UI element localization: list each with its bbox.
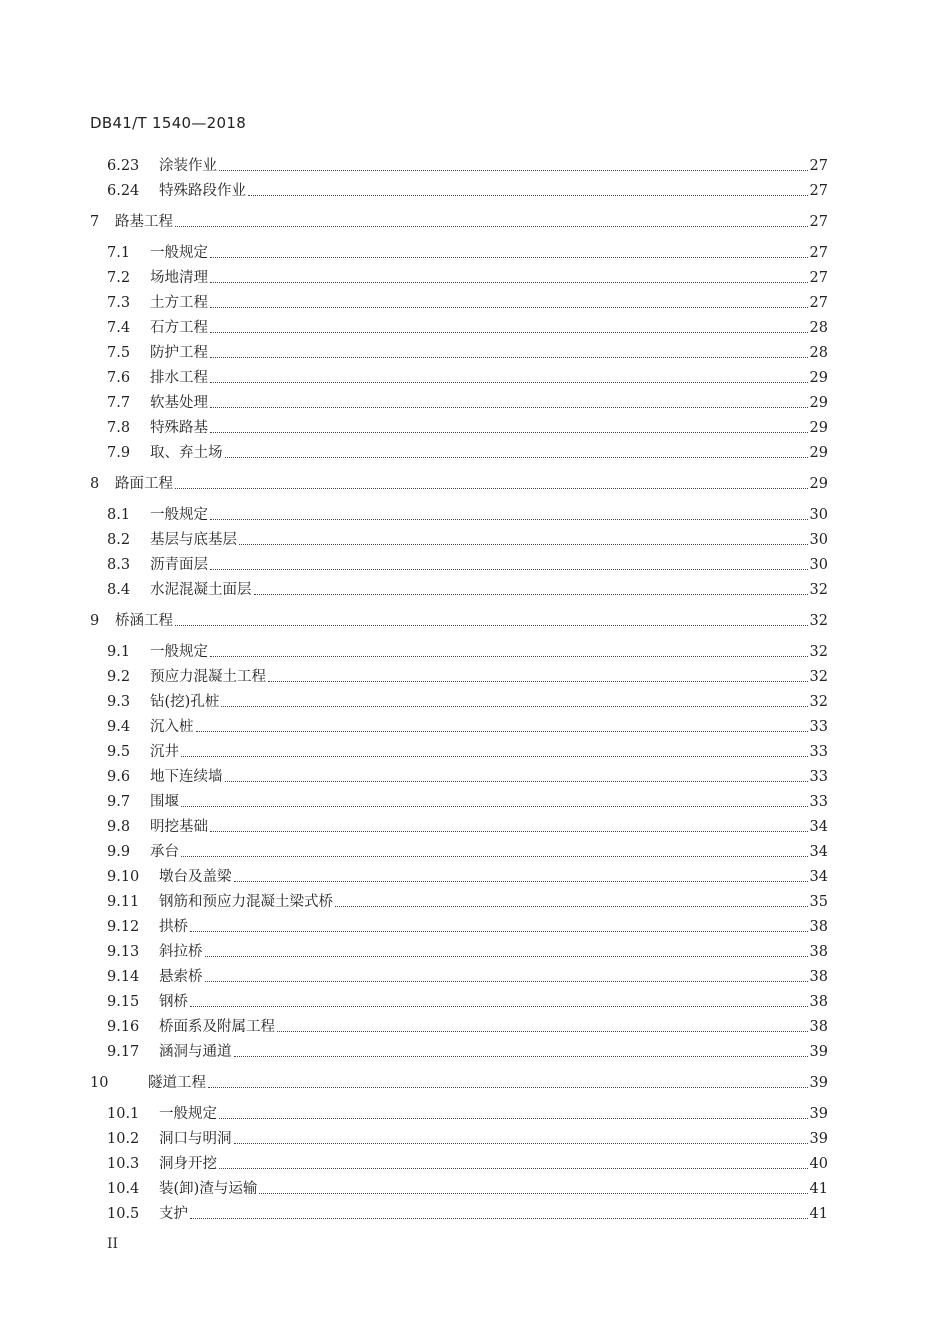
toc-entry[interactable] <box>107 839 828 861</box>
toc-entry-number: 9.12 <box>107 919 140 935</box>
dot-leader <box>175 488 808 489</box>
toc-entry-page: 30 <box>809 507 828 523</box>
toc-entry-number: 10.2 <box>107 1131 140 1147</box>
toc-entry-page: 34 <box>809 819 828 835</box>
dot-leader <box>210 257 808 258</box>
toc-entry-number: 9.11 <box>107 894 140 910</box>
dot-leader <box>210 357 808 358</box>
dot-leader <box>221 706 807 707</box>
toc-entry-page: 32 <box>809 669 828 685</box>
dot-leader <box>239 544 808 545</box>
toc-entry-number: 7.6 <box>107 370 131 386</box>
toc-entry-page: 39 <box>809 1106 828 1122</box>
toc-entry-page: 32 <box>809 613 828 629</box>
dot-leader <box>210 407 808 408</box>
toc-entry[interactable] <box>107 989 828 1011</box>
toc-entry-title: 拱桥 <box>159 919 188 935</box>
dot-leader <box>219 170 808 171</box>
toc-entry[interactable] <box>107 527 828 549</box>
toc-entry-page: 27 <box>809 245 828 261</box>
toc-entry[interactable] <box>107 864 828 886</box>
toc-entry-title: 沉井 <box>150 744 179 760</box>
toc-entry-page: 27 <box>809 295 828 311</box>
toc-entry[interactable] <box>90 471 828 493</box>
toc-entry-number: 9.15 <box>107 994 140 1010</box>
toc-entry-title: 特殊路基 <box>150 420 208 436</box>
toc-entry-title: 沉入桩 <box>150 719 194 735</box>
toc-entry-number: 8.2 <box>107 532 131 548</box>
toc-entry[interactable] <box>107 290 828 312</box>
toc-entry-title: 一般规定 <box>159 1106 217 1122</box>
dot-leader <box>268 681 808 682</box>
toc-entry-page: 38 <box>809 994 828 1010</box>
toc-entry[interactable] <box>107 365 828 387</box>
toc-entry-page: 41 <box>809 1206 828 1222</box>
toc-entry-title: 软基处理 <box>150 395 208 411</box>
toc-entry-page: 39 <box>809 1131 828 1147</box>
toc-entry-number: 7.9 <box>107 445 131 461</box>
dot-leader <box>181 806 808 807</box>
dot-leader <box>210 382 808 383</box>
toc-entry-number: 7.1 <box>107 245 131 261</box>
toc-entry-title: 一般规定 <box>150 245 208 261</box>
dot-leader <box>210 569 808 570</box>
toc-entry-title: 一般规定 <box>150 644 208 660</box>
toc-entry-number: 9.16 <box>107 1019 140 1035</box>
toc-entry-title: 明挖基础 <box>150 819 208 835</box>
toc-entry-page: 33 <box>809 744 828 760</box>
toc-entry-title: 钢桥 <box>159 994 188 1010</box>
toc-entry-title: 涵洞与通道 <box>159 1044 232 1060</box>
toc-entry[interactable] <box>107 1201 828 1223</box>
toc-entry[interactable] <box>107 577 828 599</box>
dot-leader <box>248 195 808 196</box>
toc-entry-number: 10.5 <box>107 1206 140 1222</box>
toc-entry-page: 28 <box>809 345 828 361</box>
toc-entry-number: 8.3 <box>107 557 131 573</box>
dot-leader <box>196 731 808 732</box>
toc-entry[interactable] <box>90 1070 828 1092</box>
toc-entry-number: 9.9 <box>107 844 131 860</box>
dot-leader <box>210 519 808 520</box>
dot-leader <box>225 457 808 458</box>
toc-entry[interactable] <box>107 1039 828 1061</box>
toc-entry-page: 27 <box>809 214 828 230</box>
toc-entry[interactable] <box>107 1101 828 1123</box>
toc-entry-page: 32 <box>809 582 828 598</box>
toc-entry-title: 地下连续墙 <box>150 769 223 785</box>
dot-leader <box>259 1193 807 1194</box>
toc-entry-title: 桥面系及附属工程 <box>159 1019 275 1035</box>
dot-leader <box>335 906 808 907</box>
toc-entry[interactable] <box>107 1126 828 1148</box>
toc-entry-page: 32 <box>809 694 828 710</box>
dot-leader <box>219 1168 808 1169</box>
toc-entry-title: 斜拉桥 <box>159 944 203 960</box>
dot-leader <box>277 1031 808 1032</box>
toc-entry-page: 33 <box>809 719 828 735</box>
toc-entry-number: 8.4 <box>107 582 131 598</box>
toc-entry-number: 10.1 <box>107 1106 140 1122</box>
toc-entry[interactable] <box>107 889 828 911</box>
toc-entry-title: 土方工程 <box>150 295 208 311</box>
toc-entry[interactable] <box>107 315 828 337</box>
toc-entry-number: 6.23 <box>107 158 140 174</box>
toc-entry-page: 29 <box>809 476 828 492</box>
toc-entry-title: 取、弃土场 <box>150 445 223 461</box>
dot-leader <box>219 1118 808 1119</box>
toc-entry-title: 排水工程 <box>150 370 208 386</box>
toc-entry-number: 9.5 <box>107 744 131 760</box>
toc-entry-title: 路基工程 <box>115 214 173 230</box>
toc-entry-title: 水泥混凝土面层 <box>150 582 252 598</box>
toc-entry[interactable] <box>107 764 828 786</box>
dot-leader <box>210 656 808 657</box>
dot-leader <box>234 1056 808 1057</box>
toc-entry-page: 33 <box>809 794 828 810</box>
toc-entry-title: 石方工程 <box>150 320 208 336</box>
toc-entry[interactable] <box>107 178 828 200</box>
toc-entry-title: 支护 <box>159 1206 188 1222</box>
toc-entry[interactable] <box>107 240 828 262</box>
toc-entry[interactable] <box>107 265 828 287</box>
toc-entry-title: 隧道工程 <box>148 1075 206 1091</box>
toc-entry-page: 27 <box>809 183 828 199</box>
toc-entry-page: 33 <box>809 769 828 785</box>
toc-entry-title: 桥涵工程 <box>115 613 173 629</box>
toc-entry-number: 9.17 <box>107 1044 140 1060</box>
toc-entry-title: 装(卸)渣与运输 <box>159 1181 258 1197</box>
toc-entry-number: 8.1 <box>107 507 131 523</box>
toc-entry-title: 洞口与明洞 <box>159 1131 232 1147</box>
toc-entry[interactable] <box>90 608 828 630</box>
dot-leader <box>210 307 808 308</box>
toc-entry-title: 围堰 <box>150 794 179 810</box>
toc-entry-page: 34 <box>809 869 828 885</box>
toc-entry-title: 预应力混凝土工程 <box>150 669 266 685</box>
toc-entry-page: 30 <box>809 557 828 573</box>
toc-entry-number: 10.4 <box>107 1181 140 1197</box>
toc-entry-page: 40 <box>809 1156 828 1172</box>
toc-entry[interactable] <box>90 209 828 231</box>
toc-entry-page: 30 <box>809 532 828 548</box>
toc-entry[interactable] <box>107 814 828 836</box>
toc-entry[interactable] <box>107 1176 828 1198</box>
toc-entry[interactable] <box>107 664 828 686</box>
toc-entry-title: 基层与底基层 <box>150 532 237 548</box>
toc-entry[interactable] <box>107 689 828 711</box>
toc-entry-title: 钢筋和预应力混凝土梁式桥 <box>159 894 333 910</box>
toc-entry-number: 9.8 <box>107 819 131 835</box>
toc-entry-number: 7.2 <box>107 270 131 286</box>
toc-entry-title: 钻(挖)孔桩 <box>150 694 220 710</box>
toc-entry[interactable] <box>107 639 828 661</box>
toc-entry-title: 墩台及盖梁 <box>159 869 232 885</box>
dot-leader <box>175 625 808 626</box>
dot-leader <box>234 1143 808 1144</box>
dot-leader <box>205 956 808 957</box>
dot-leader <box>210 332 808 333</box>
toc-entry-number: 9.10 <box>107 869 140 885</box>
toc-entry[interactable] <box>107 552 828 574</box>
toc-entry[interactable] <box>107 1151 828 1173</box>
dot-leader <box>190 1218 808 1219</box>
toc-entry-title: 沥青面层 <box>150 557 208 573</box>
toc-entry-number: 9.3 <box>107 694 131 710</box>
toc-entry[interactable] <box>107 415 828 437</box>
dot-leader <box>225 781 808 782</box>
dot-leader <box>175 226 808 227</box>
toc-entry-title: 悬索桥 <box>159 969 203 985</box>
toc-entry[interactable] <box>107 340 828 362</box>
toc-entry-page: 38 <box>809 1019 828 1035</box>
toc-entry[interactable] <box>107 390 828 412</box>
toc-entry-number: 10 <box>90 1075 109 1091</box>
toc-entry-page: 29 <box>809 395 828 411</box>
toc-entry-page: 35 <box>809 894 828 910</box>
dot-leader <box>210 282 808 283</box>
toc-entry[interactable] <box>107 1014 828 1036</box>
toc-entry-page: 39 <box>809 1044 828 1060</box>
toc-entry-title: 洞身开挖 <box>159 1156 217 1172</box>
toc-entry[interactable] <box>107 939 828 961</box>
toc-entry-page: 29 <box>809 445 828 461</box>
toc-entry-number: 7 <box>90 214 100 230</box>
toc-entry-title: 特殊路段作业 <box>159 183 246 199</box>
toc-entry[interactable] <box>107 789 828 811</box>
dot-leader <box>208 1087 808 1088</box>
toc-entry-title: 场地清理 <box>150 270 208 286</box>
toc-entry-number: 7.3 <box>107 295 131 311</box>
document-header: DB41/T 1540—2018 <box>90 114 247 132</box>
dot-leader <box>210 831 808 832</box>
toc-entry-page: 29 <box>809 420 828 436</box>
toc-entry-number: 9.4 <box>107 719 131 735</box>
toc-entry-page: 38 <box>809 969 828 985</box>
dot-leader <box>234 881 808 882</box>
toc-entry[interactable] <box>107 440 828 462</box>
toc-entry-number: 7.7 <box>107 395 131 411</box>
toc-entry-number: 7.8 <box>107 420 131 436</box>
toc-entry-page: 29 <box>809 370 828 386</box>
dot-leader <box>205 981 808 982</box>
toc-entry-page: 38 <box>809 944 828 960</box>
toc-entry-title: 涂装作业 <box>159 158 217 174</box>
toc-entry-page: 39 <box>809 1075 828 1091</box>
toc-entry[interactable] <box>107 914 828 936</box>
toc-entry-page: 38 <box>809 919 828 935</box>
toc-entry-page: 28 <box>809 320 828 336</box>
toc-entry-title: 一般规定 <box>150 507 208 523</box>
dot-leader <box>181 756 808 757</box>
toc-entry-title: 承台 <box>150 844 179 860</box>
toc-entry[interactable] <box>107 153 828 175</box>
toc-entry-number: 9.14 <box>107 969 140 985</box>
toc-entry-number: 6.24 <box>107 183 140 199</box>
dot-leader <box>190 1006 808 1007</box>
toc-entry-page: 34 <box>809 844 828 860</box>
toc-entry-number: 9.6 <box>107 769 131 785</box>
toc-entry-number: 9.7 <box>107 794 131 810</box>
toc-entry-number: 10.3 <box>107 1156 140 1172</box>
toc-entry-title: 防护工程 <box>150 345 208 361</box>
toc-entry-page: 27 <box>809 158 828 174</box>
toc-entry-number: 8 <box>90 476 100 492</box>
toc-entry[interactable] <box>107 739 828 761</box>
toc-entry[interactable] <box>107 714 828 736</box>
toc-entry-page: 27 <box>809 270 828 286</box>
dot-leader <box>210 432 808 433</box>
dot-leader <box>181 856 808 857</box>
toc-entry[interactable] <box>107 502 828 524</box>
toc-entry-title: 路面工程 <box>115 476 173 492</box>
toc-entry-number: 7.5 <box>107 345 131 361</box>
toc-entry-number: 9 <box>90 613 100 629</box>
dot-leader <box>190 931 808 932</box>
toc-entry-number: 7.4 <box>107 320 131 336</box>
page-number-footer: II <box>107 1236 119 1252</box>
toc-entry-number: 9.13 <box>107 944 140 960</box>
dot-leader <box>254 594 808 595</box>
toc-entry-number: 9.1 <box>107 644 131 660</box>
toc-entry-page: 32 <box>809 644 828 660</box>
toc-entry-number: 9.2 <box>107 669 131 685</box>
toc-entry[interactable] <box>107 964 828 986</box>
toc-entry-page: 41 <box>809 1181 828 1197</box>
